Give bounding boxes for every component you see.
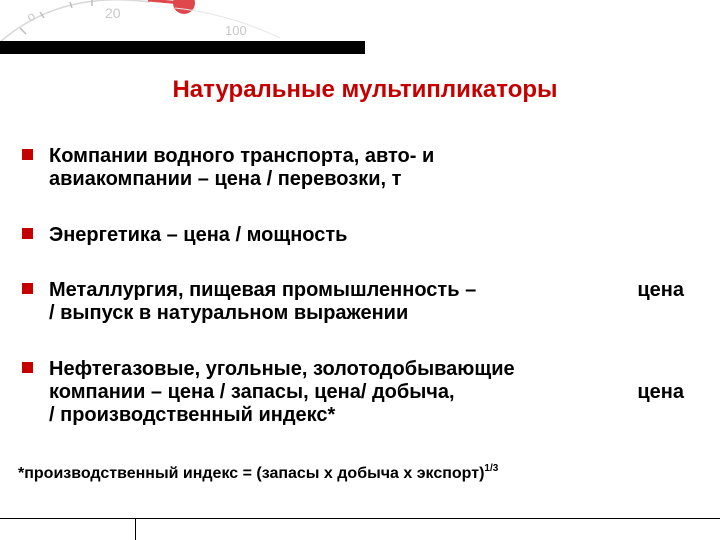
footer-divider bbox=[135, 518, 136, 540]
bullet-square-icon bbox=[18, 224, 38, 244]
footnote bbox=[18, 463, 498, 483]
slide-title: Натуральные мультипликаторы bbox=[172, 76, 558, 103]
bullet-square-icon bbox=[18, 279, 38, 299]
list-item-right-word: цена bbox=[637, 279, 684, 301]
footnote-text: *производственный индекс = (запасы х добыча х экспорт) bbox=[18, 465, 485, 482]
header-bar bbox=[0, 41, 365, 54]
list-item-line: Энергетика – цена / мощность bbox=[49, 224, 348, 246]
bullet-square-icon bbox=[18, 145, 38, 165]
svg-text:o: o bbox=[24, 7, 38, 25]
list-item bbox=[49, 279, 476, 325]
list-item bbox=[49, 224, 347, 247]
list-item-line: Нефтегазовые, угольные, золотодобывающие bbox=[49, 358, 515, 380]
list-item-line: авиакомпании – цена / перевозки, т bbox=[49, 168, 402, 190]
bullet-square-icon bbox=[18, 358, 38, 378]
list-item-line: Компании водного транспорта, авто- и bbox=[49, 145, 435, 167]
list-item-right-word: цена bbox=[637, 381, 684, 403]
list-item bbox=[49, 358, 515, 427]
gauge-label-20: 20 bbox=[105, 5, 121, 21]
list-item-line: / выпуск в натуральном выражении bbox=[49, 302, 409, 324]
list-item-line: / производственный индекс* bbox=[49, 404, 336, 426]
list-item bbox=[49, 145, 434, 191]
list-item-line: компании – цена / запасы, цена/ добыча, bbox=[49, 381, 455, 403]
footer-rule bbox=[0, 518, 720, 519]
speedometer-icon bbox=[0, 0, 280, 44]
list-item-line: Металлургия, пищевая промышленность – bbox=[49, 279, 477, 301]
gauge-label-100: 100 bbox=[225, 23, 247, 38]
footnote-exponent: 1/3 bbox=[484, 463, 499, 474]
gauge-needle-cap bbox=[173, 0, 195, 14]
